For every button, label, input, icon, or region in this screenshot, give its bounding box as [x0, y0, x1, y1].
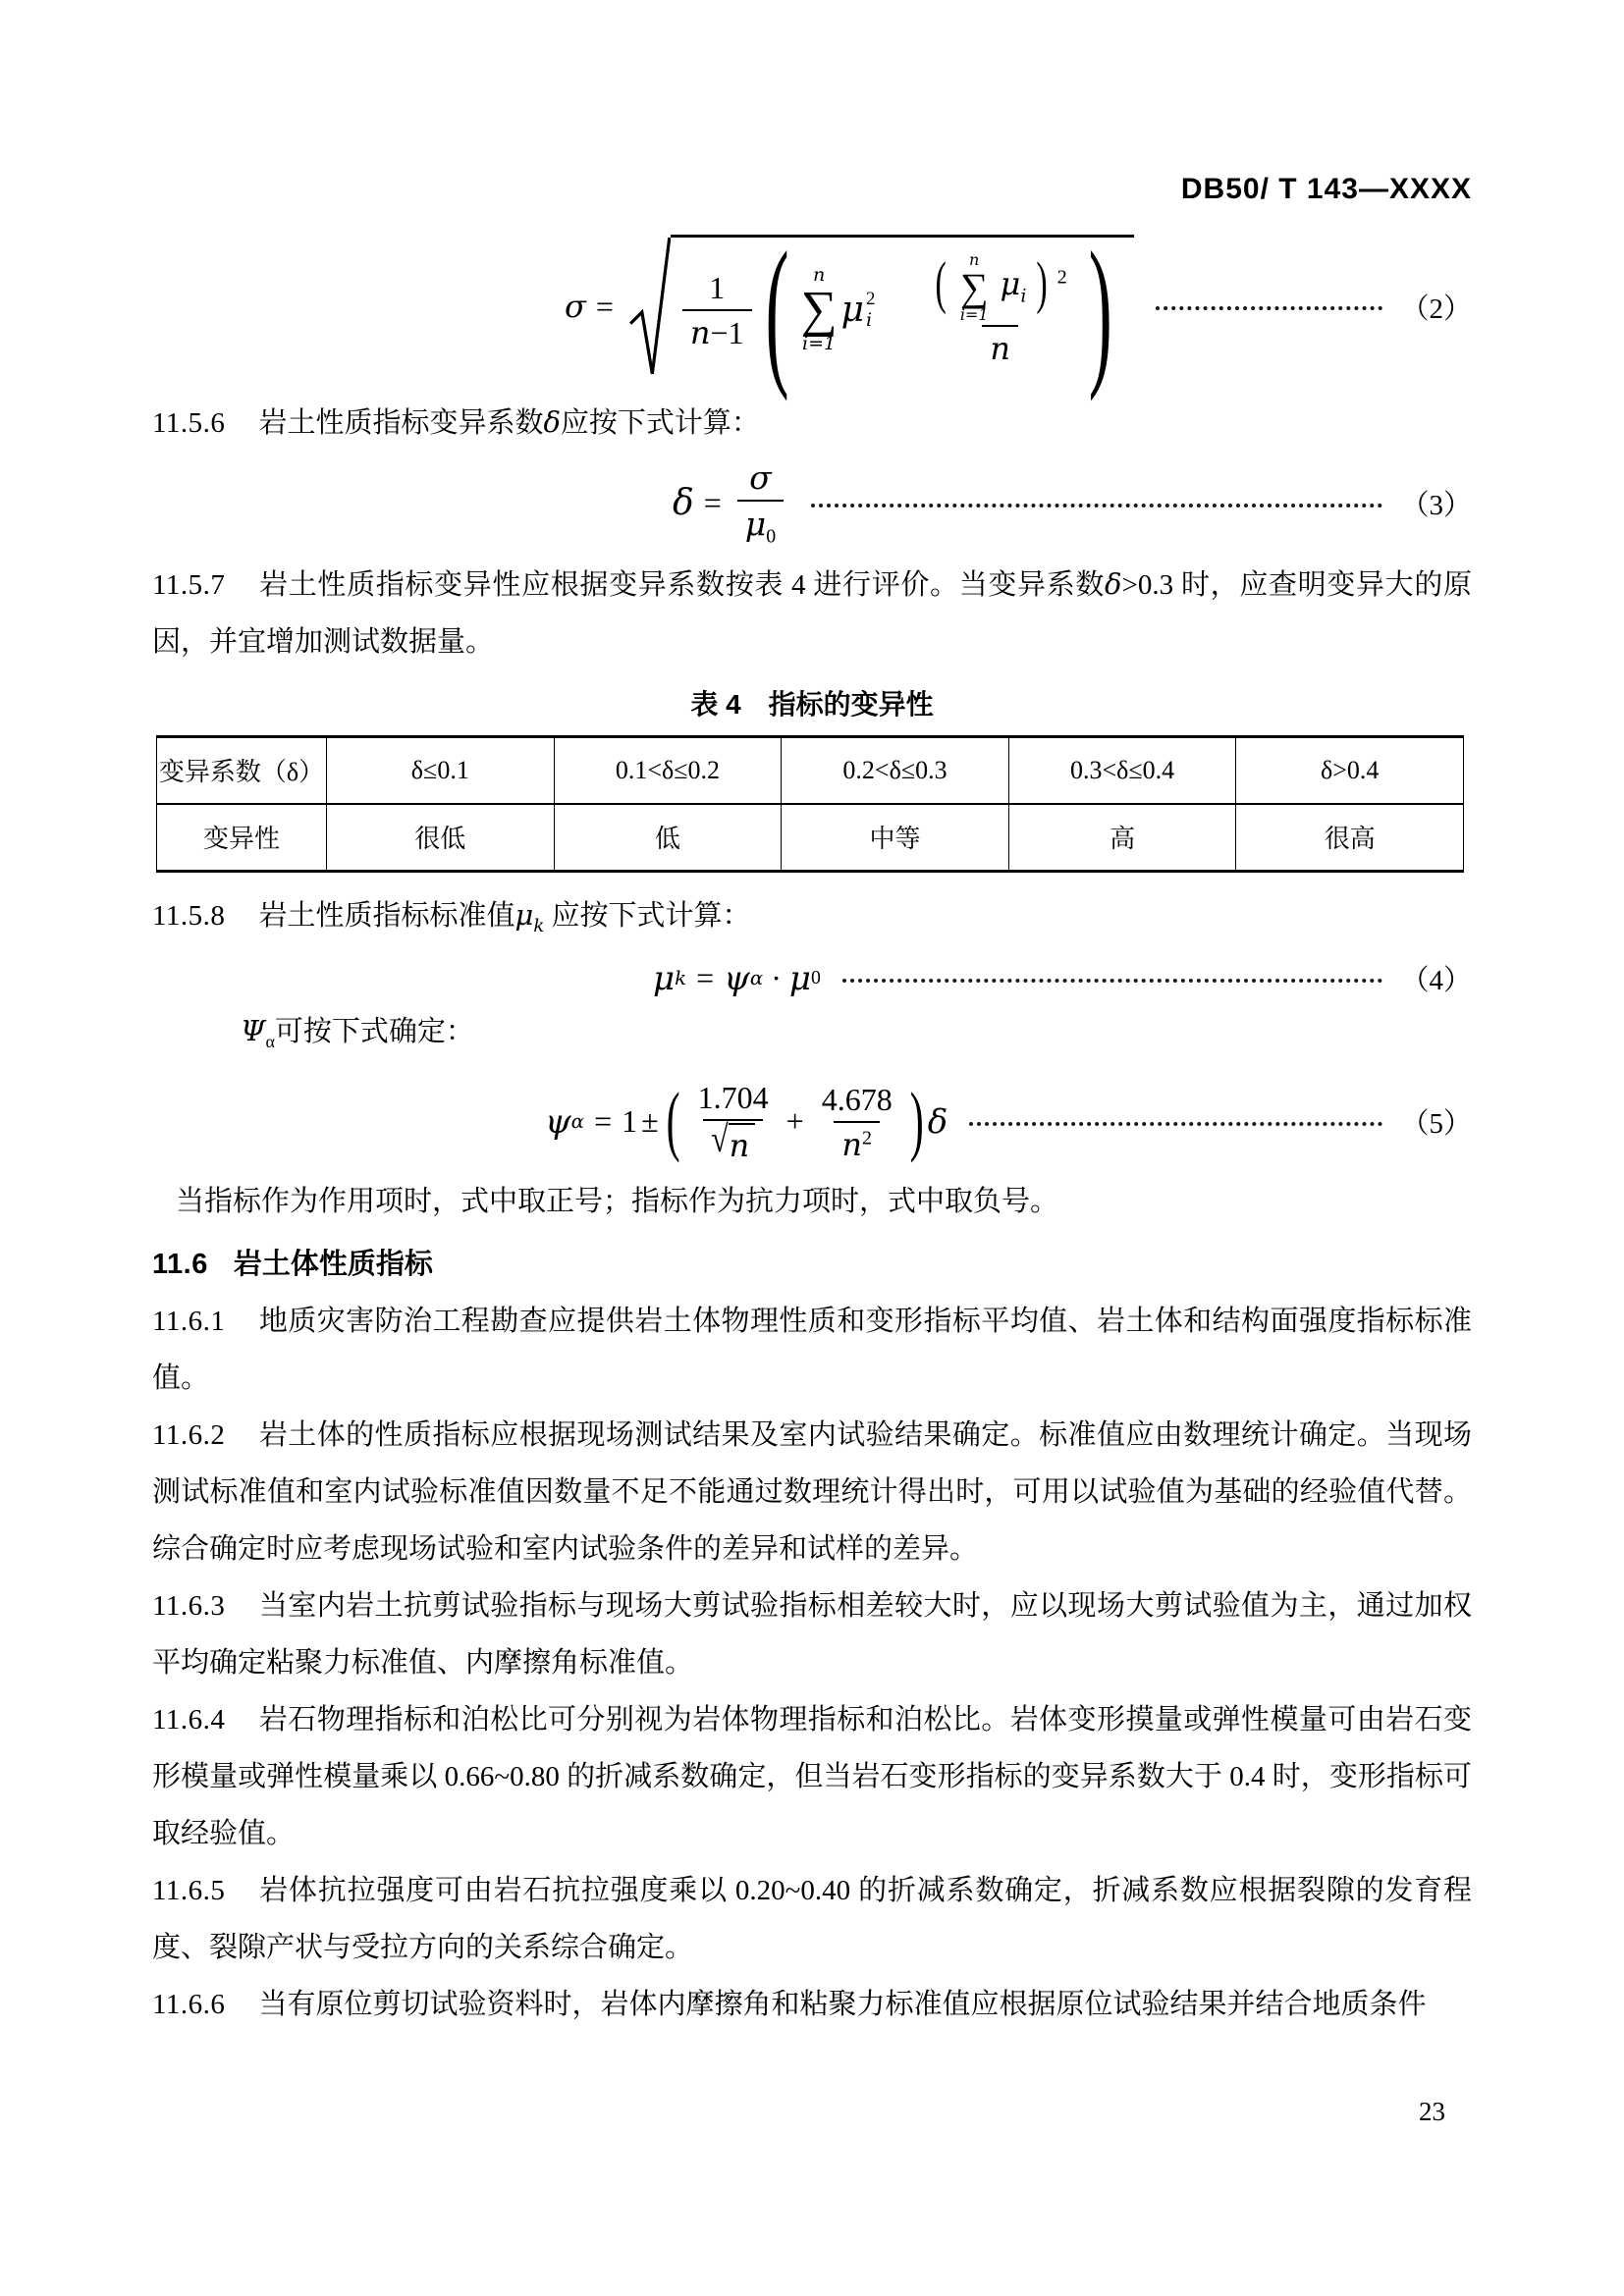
section-11-6-2: [152, 1407, 1472, 1577]
math-token: μ: [840, 290, 865, 331]
table-row: [157, 736, 1464, 804]
section-11-6-3: [152, 1577, 1472, 1691]
math-token: Ψ: [241, 1014, 266, 1048]
sigma-operator: ∑: [959, 264, 989, 309]
math-token: μ: [744, 505, 767, 544]
section-11-5-7: [152, 556, 1472, 670]
sub-sup-stack: [866, 289, 876, 332]
math-token: μ: [788, 958, 811, 998]
equation-number: （3）: [1400, 490, 1472, 522]
math-token: i=1: [802, 333, 837, 355]
summation: [960, 251, 989, 323]
math-token: δ: [1105, 566, 1122, 601]
section-text: 应按下式计算：: [560, 407, 760, 440]
table-cell: δ>0.4: [1236, 736, 1464, 804]
equals-sign: =: [703, 485, 722, 521]
math-token: 1: [709, 269, 726, 305]
table-cell: 低: [554, 804, 782, 872]
doc-code-header: DB50/ T 143—XXXX: [1180, 173, 1472, 205]
close-paren: ): [1088, 217, 1112, 402]
fraction-one-over-n-minus-1: [682, 266, 752, 354]
math-token: α: [265, 1032, 275, 1052]
section-11-6-5: [152, 1862, 1472, 1976]
math-token: σ: [565, 288, 586, 326]
section-number: 11.6.3: [152, 1590, 226, 1623]
fraction-sigma-over-mu0: [737, 455, 784, 551]
table-cell: 中等: [782, 804, 1009, 872]
open-paren: (: [935, 251, 947, 316]
math-token: [834, 1121, 880, 1166]
math-token: k: [533, 915, 545, 936]
equation-number: （5）: [1400, 1108, 1472, 1141]
math-token: δ: [927, 1101, 948, 1142]
math-token: δ: [543, 405, 561, 440]
section-11-6-6: [152, 1976, 1472, 2033]
dot-operator: ·: [771, 960, 782, 996]
table-4: [156, 735, 1464, 873]
math-token: 0: [811, 967, 821, 989]
equation-number: （2）: [1400, 293, 1472, 325]
math-token: k: [675, 967, 687, 990]
dot-leader: [1156, 306, 1383, 310]
section-number: 11.6: [152, 1249, 208, 1281]
section-11-5-8: [152, 886, 1472, 955]
fraction-sum-squared-over-n: [926, 249, 1075, 370]
section-11-6-heading: [152, 1236, 1472, 1293]
table-cell: 0.2<δ≤0.3: [782, 736, 1009, 804]
psi-definition-line: [152, 1002, 1472, 1070]
sign-note: 当指标作为作用项时，式中取正号；指标作为抗力项时，式中取负号。: [176, 1186, 1059, 1218]
section-text: >0.3 时，应查明变异大的原因，并宜增加测试数据量。: [152, 568, 1472, 658]
dot-leader: [811, 504, 1382, 507]
math-token: 1: [622, 1103, 638, 1140]
section-text: 岩土性质指标变异系数: [258, 407, 544, 440]
table-cell: 很高: [1236, 804, 1464, 872]
section-text: 可按下式确定：: [274, 1016, 474, 1048]
page-number: 23: [1419, 2097, 1445, 2126]
fraction-4678-over-n2: [814, 1078, 900, 1166]
math-token: i: [866, 308, 873, 331]
formula-4: [152, 958, 1472, 998]
table-cell: 0.3<δ≤0.4: [1008, 736, 1236, 804]
section-number: 11.6.5: [152, 1875, 226, 1907]
dot-leader: [969, 1122, 1382, 1126]
table-4-caption: 表 4 指标的变异性: [690, 688, 934, 720]
table-cell: 高: [1008, 804, 1236, 872]
math-token: n: [841, 1125, 863, 1163]
section-number: 11.6.2: [152, 1419, 226, 1452]
math-token: ψ: [724, 958, 750, 998]
section-text: 岩土性质指标变异性应根据变异系数按表 4 进行评价。当变异系数: [258, 568, 1106, 601]
section-number: 11.5.7: [152, 568, 226, 601]
math-token: n: [982, 325, 1018, 370]
section-text: 当有原位剪切试验资料时，岩体内摩擦角和粘聚力标准值应根据原位试验结果并结合地质条件: [258, 1989, 1427, 2021]
section-11-5-6: [152, 394, 1472, 452]
plus-minus-sign: ±: [641, 1103, 659, 1140]
math-token: 2: [1056, 266, 1067, 289]
close-paren: ): [1036, 251, 1048, 316]
section-number: 11.6.6: [152, 1989, 226, 2021]
section-text: 岩体抗拉强度可由岩石抗拉强度乘以 0.20~0.40 的折减系数确定，折减系数应根据裂隙的发育程度、裂隙产状与受拉方向的关系综合确定。: [152, 1875, 1472, 1964]
section-text: 地质灾害防治工程勘查应提供岩土体物理性质和变形指标平均值、岩土体和结构面强度指标标准值。: [152, 1306, 1472, 1395]
math-token: i: [1020, 285, 1027, 307]
radical-tick-icon: [629, 235, 671, 378]
table-cell: 0.1<δ≤0.2: [554, 736, 782, 804]
math-token: 0: [766, 525, 777, 548]
math-token: α: [749, 967, 764, 990]
equals-sign: =: [696, 960, 715, 996]
table-row: [157, 804, 1464, 872]
equation-number: （4）: [1400, 965, 1472, 997]
math-token: [682, 309, 752, 354]
table-cell: 变异系数（δ）: [157, 736, 327, 804]
math-token: 1.704: [697, 1080, 769, 1116]
math-token: [926, 249, 1075, 325]
math-token: 2: [866, 288, 876, 309]
section-number: 11.6.4: [152, 1704, 226, 1736]
section-text: 岩石物理指标和泊松比可分别视为岩体物理指标和泊松比。岩体变形摸量或弹性模量可由岩石变形模量或弹性模量乘以 0.66~0.80 的折减系数确定，但当岩石变形指标的变异系数大于 0.4 时，变形指标可取经验值。: [152, 1704, 1472, 1850]
fraction-1704-over-sqrt-n: [690, 1076, 777, 1167]
section-number: 11.5.6: [152, 407, 226, 440]
section-text: 岩土性质指标标准值: [258, 899, 515, 932]
math-token: μ: [653, 958, 676, 998]
table-cell: 变异性: [157, 804, 327, 872]
section-text: 应按下式计算：: [544, 899, 751, 932]
sigma-operator: ∑: [800, 281, 838, 338]
math-token: −1: [710, 314, 744, 350]
open-paren: (: [765, 217, 789, 402]
radical-body: [671, 217, 1134, 402]
section-11-6-4: [152, 1691, 1472, 1862]
math-token: n: [689, 313, 711, 351]
math-token: 4.678: [821, 1081, 893, 1117]
section-text: 当室内岩土抗剪试验指标与现场大剪试验指标相差较大时，应以现场大剪试验值为主，通过加权平均确定粘聚力标准值、内摩擦角标准值。: [152, 1590, 1472, 1680]
close-paren: ): [909, 1079, 924, 1165]
dot-leader: [842, 979, 1383, 983]
radical-sign: √: [711, 1117, 729, 1160]
math-token: μ: [514, 897, 534, 932]
equals-sign: =: [595, 288, 614, 324]
equals-sign: =: [594, 1103, 613, 1140]
small-radical: [711, 1117, 755, 1165]
math-token: 2: [862, 1127, 873, 1149]
math-token: n: [969, 250, 980, 269]
section-text: 岩土体的性质指标应根据现场测试结果及室内试验结果确定。标准值应由数理统计确定。当现场测试标准值和室内试验标准值因数量不足不能通过数理统计得出时，可用以试验值为基础的经验值代替。综合确定时应考虑现场试验和室内试验条件的差异和试样的差异。: [152, 1419, 1472, 1566]
math-token: [737, 500, 784, 551]
section-number: 11.6.1: [152, 1306, 226, 1338]
section-title: 岩土体性质指标: [233, 1249, 433, 1281]
section-number: 11.5.8: [152, 899, 226, 932]
math-token: i=1: [959, 304, 989, 324]
table-cell: δ≤0.1: [327, 736, 555, 804]
open-paren: (: [666, 1079, 680, 1165]
summation: [801, 265, 838, 354]
radical: [629, 217, 1134, 402]
math-token: [703, 1119, 763, 1167]
math-token: n: [812, 264, 826, 286]
math-token: ψ: [545, 1101, 571, 1142]
formula-5: [152, 1076, 1472, 1167]
math-token: σ: [749, 458, 772, 498]
math-token: μ: [1000, 264, 1021, 302]
math-token: n: [729, 1123, 756, 1165]
section-11-6-1: [152, 1293, 1472, 1407]
table-cell: 很低: [327, 804, 555, 872]
formula-2: [152, 217, 1472, 402]
math-token: δ: [673, 483, 694, 524]
plus-sign: +: [785, 1103, 804, 1140]
formula-3: [152, 455, 1472, 551]
math-token: α: [570, 1110, 585, 1134]
